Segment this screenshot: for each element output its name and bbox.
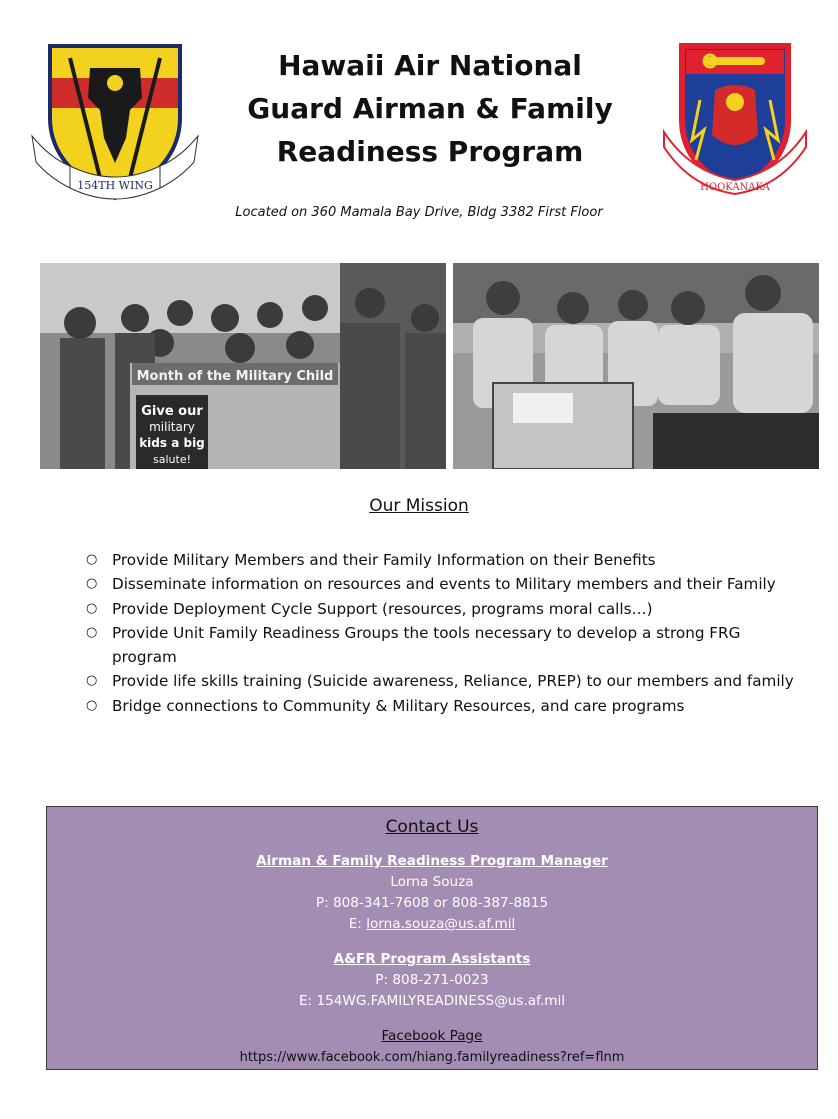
circle-bullet-icon: ○ [86,624,98,640]
list-item: ○ Provide life skills training (Suicide awareness, Reliance, PREP) to our members and family [84,669,796,693]
list-item: ○ Provide Unit Family Readiness Groups the tools necessary to develop a strong FRG program [84,621,796,670]
group-photo-icon [453,263,819,469]
list-item: ○ Disseminate information on resources and events to Military members and their Family [84,572,796,596]
circle-bullet-icon: ○ [86,576,98,592]
group-photo-icon [40,263,446,469]
mission-list [84,548,796,718]
banner-text: Month of the Military Child [136,369,334,384]
circle-bullet-icon: ○ [86,697,98,713]
facebook-url[interactable]: https://www.facebook.com/hiang.familyreadiness?ref=flnm [239,1050,625,1065]
manager-name: Lorna Souza [390,874,474,890]
list-item: ○ Provide Military Members and their Family Information on their Benefits [84,548,796,572]
page-title [215,44,645,173]
title-line-1: Hawaii Air National [278,49,582,82]
mission-title: Our Mission [369,496,469,516]
title-line-2: Guard Airman & Family [247,92,613,125]
circle-bullet-icon: ○ [86,552,98,567]
assistants-phone: P: 808-271-0023 [375,972,489,988]
contact-title: Contact Us [385,817,479,837]
address-line: Located on 360 Mamala Bay Drive, Bldg 3382 First Floor [235,205,603,220]
assistants-heading: A&FR Program Assistants [333,951,531,967]
154th-wing-logo [30,38,200,206]
svg-text:HOOKANAKA: HOOKANAKA [700,182,770,193]
assistants-email: E: 154WG.FAMILYREADINESS@us.af.mil [298,993,566,1009]
list-item: ○ Bridge connections to Community & Military Resources, and care programs [84,694,796,718]
facebook-title: Facebook Page [381,1028,483,1044]
sign-line-3: kids a big [139,436,205,450]
sign-line-2: military [149,420,195,434]
contact-box [46,806,818,1070]
154th-wing-shield-icon [30,38,200,206]
list-item: ○ Provide Deployment Cycle Support (resources, programs moral calls…) [84,597,796,621]
manager-email-line: E: lorna.souza@us.af.mil [348,916,516,932]
manager-email-link[interactable]: lorna.souza@us.af.mil [366,916,516,932]
hookanaka-shield-icon [660,40,810,202]
group-photo-right [453,263,819,469]
manager-phone: P: 808-341-7608 or 808-387-8815 [315,895,549,911]
sign-line-4: salute! [153,453,191,466]
svg-text:154TH WING: 154TH WING [77,179,153,192]
group-photo-left [40,263,446,469]
manager-heading: Airman & Family Readiness Program Manager [256,853,608,869]
title-line-3: Readiness Program [276,135,584,168]
circle-bullet-icon: ○ [86,673,98,689]
sign-line-1: Give our [141,404,203,419]
hookanaka-logo [660,40,810,202]
circle-bullet-icon: ○ [86,600,98,616]
